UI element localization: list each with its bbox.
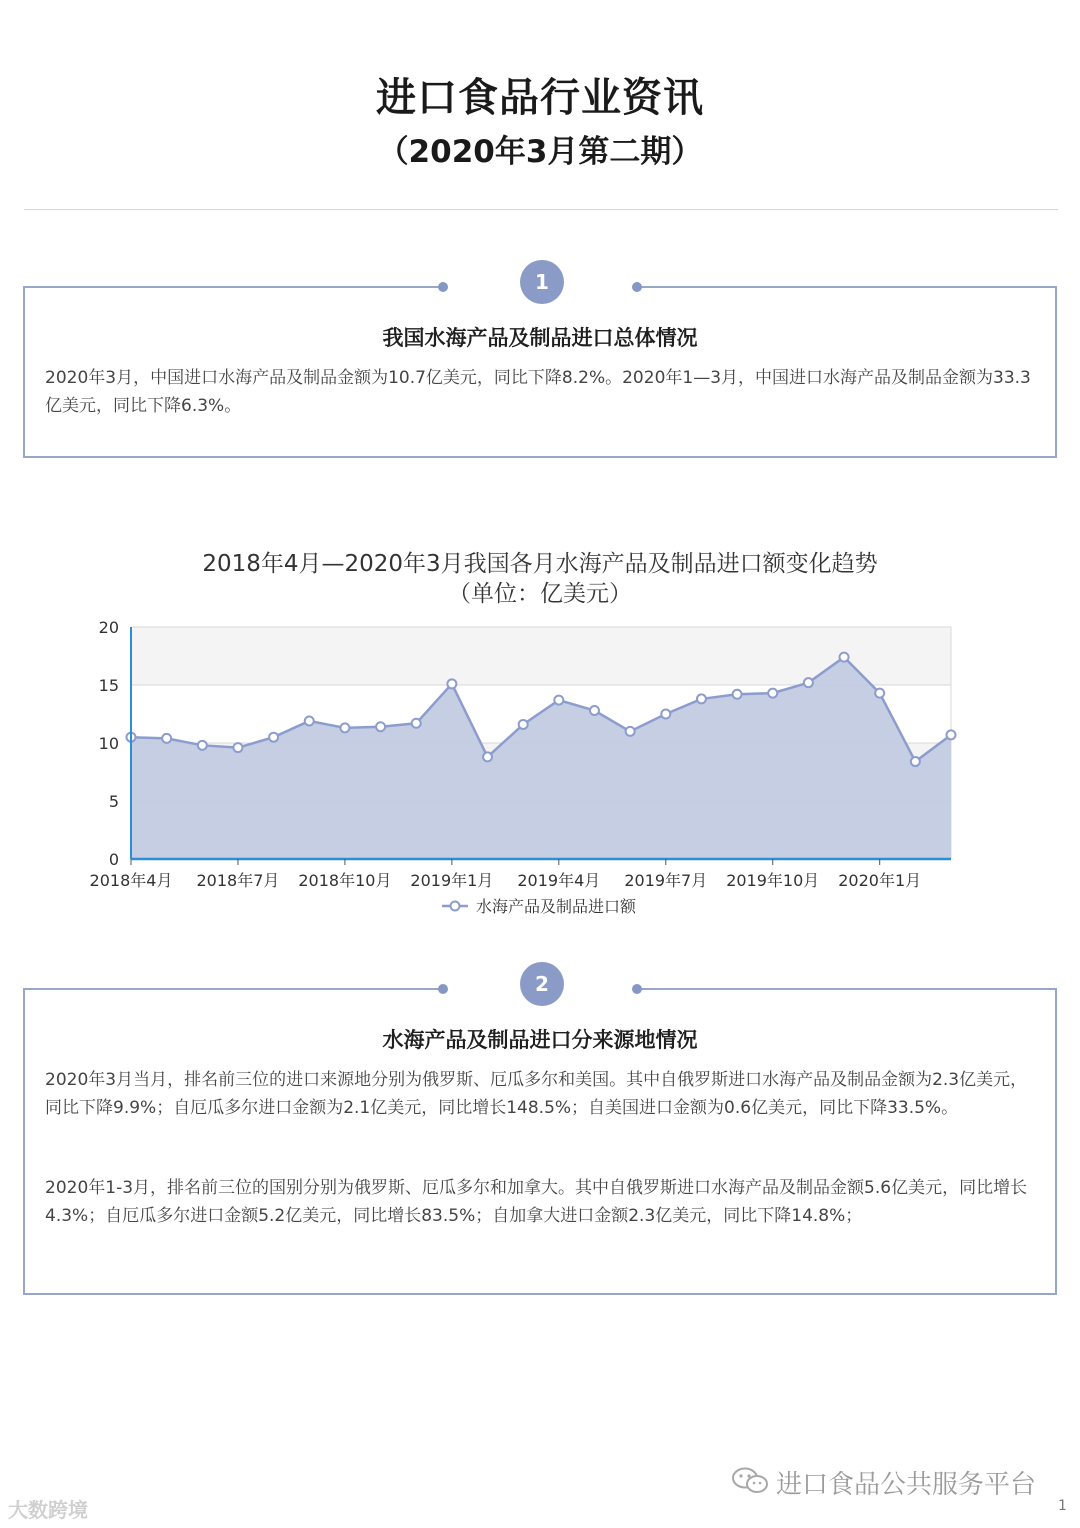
section-connector-dot: [438, 984, 448, 994]
brand-name: 进口食品公共服务平台: [776, 1470, 1037, 1500]
data-point: [447, 679, 456, 688]
section-number-badge: 1: [520, 260, 564, 304]
data-point: [233, 743, 242, 752]
x-tick-label: 2019年7月: [624, 871, 708, 890]
data-point: [376, 722, 385, 731]
x-tick-label: 2019年10月: [726, 871, 820, 890]
x-tick-label: 2019年4月: [517, 871, 601, 890]
section-connector-dot: [632, 984, 642, 994]
header-divider: [24, 209, 1058, 210]
page-subtitle: （2020年3月第二期）: [377, 134, 703, 170]
data-point: [340, 723, 349, 732]
x-tick-label: 2018年7月: [196, 871, 280, 890]
watermark-logo: 大数跨境: [8, 1498, 88, 1522]
data-point: [483, 752, 492, 761]
page-title: 进口食品行业资讯: [376, 75, 704, 121]
section-overall: [23, 270, 1057, 458]
data-point: [554, 696, 563, 705]
page-number: 1: [1058, 1498, 1067, 1514]
section-body-text: 2020年3月，中国进口水海产品及制品金额为10.7亿美元，同比下降8.2%。2020年1—3月，中国进口水海产品及制品金额为33.3亿美元，同比下降6.3%。: [45, 368, 1031, 416]
data-point: [875, 689, 884, 698]
data-point: [305, 716, 314, 725]
section-connector-dot: [438, 282, 448, 292]
y-tick-label: 15: [98, 676, 119, 695]
x-tick-label: 2019年1月: [410, 871, 494, 890]
section-heading: 我国水海产品及制品进口总体情况: [382, 326, 698, 350]
x-tick-label: 2018年4月: [89, 871, 173, 890]
data-point: [840, 653, 849, 662]
data-point: [412, 719, 421, 728]
data-point: [626, 727, 635, 736]
y-tick-label: 20: [98, 618, 119, 637]
data-point: [519, 720, 528, 729]
y-tick-label: 0: [108, 850, 119, 869]
data-point: [590, 706, 599, 715]
wechat-icon: [730, 1466, 770, 1496]
chart-subtitle: （单位：亿美元）: [448, 581, 632, 607]
data-point: [804, 678, 813, 687]
section-heading: 水海产品及制品进口分来源地情况: [382, 1028, 698, 1052]
section-number-badge: 2: [520, 962, 564, 1006]
section-paragraph-2: 2020年1-3月，排名前三位的国别分别为俄罗斯、厄瓜多尔和加拿大。其中自俄罗斯进口水海产品及制品金额5.6亿美元，同比增长4.3%；自厄瓜多尔进口金额5.2亿美元，同比增长83.5%；自加拿大进口金额2.3亿美元，同比下降14.8%；: [45, 1178, 1028, 1226]
x-tick-label: 2018年10月: [298, 871, 392, 890]
data-point: [947, 730, 956, 739]
x-tick-label: 2020年1月: [838, 871, 922, 890]
legend-label: 水海产品及制品进口额: [476, 897, 637, 916]
legend-marker: [451, 902, 460, 911]
data-point: [269, 733, 278, 742]
data-point: [697, 694, 706, 703]
series-area: [131, 657, 951, 859]
section-connector-dot: [632, 282, 642, 292]
import-trend-chart: [0, 600, 1080, 930]
y-tick-label: 5: [108, 792, 119, 811]
section-by-source: [23, 972, 1057, 1295]
chart-title: 2018年4月—2020年3月我国各月水海产品及制品进口额变化趋势: [202, 551, 878, 577]
data-point: [661, 710, 670, 719]
section-paragraph-1: 2020年3月当月，排名前三位的进口来源地分别为俄罗斯、厄瓜多尔和美国。其中自俄罗斯进口水海产品及制品金额为2.3亿美元，同比下降9.9%；自厄瓜多尔进口金额为2.1亿美元，同比增长148.5%；自美国进口金额为0.6亿美元，同比下降33.5%。: [45, 1070, 1028, 1118]
data-point: [768, 689, 777, 698]
data-point: [911, 757, 920, 766]
data-point: [198, 741, 207, 750]
data-point: [733, 690, 742, 699]
y-tick-label: 10: [98, 734, 119, 753]
data-point: [162, 734, 171, 743]
